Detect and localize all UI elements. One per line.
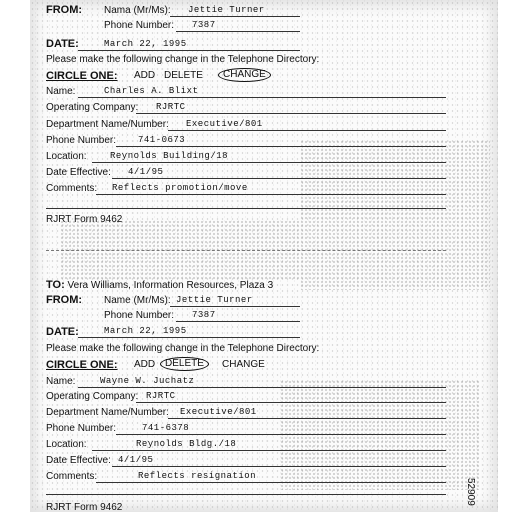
name-value: Jettie Turner (176, 295, 253, 305)
field-label-company: Operating Company: (46, 391, 139, 402)
phone-value: 7387 (192, 20, 216, 30)
field-value-phone: 741-6378 (142, 423, 190, 433)
rule (116, 146, 446, 147)
cut-line (46, 250, 446, 251)
field-label-department: Department Name/Number: (46, 407, 169, 418)
option-add: ADD (134, 359, 156, 370)
field-value-company: RJRTC (146, 391, 176, 401)
date-label: DATE: (46, 38, 79, 50)
phone-value: 7387 (192, 310, 216, 320)
form-id: RJRT Form 9462 (46, 502, 123, 513)
rule (170, 16, 300, 17)
rule (78, 387, 446, 388)
circle-one-label: CIRCLE ONE: (46, 70, 118, 82)
field-value-name: Wayne W. Juchatz (100, 376, 195, 386)
field-label-date-effective: Date Effective: (46, 455, 111, 466)
date-label: DATE: (46, 326, 79, 338)
form-id: RJRT Form 9462 (46, 214, 123, 225)
rule (112, 466, 446, 467)
field-label-comments: Comments: (46, 183, 98, 194)
rule (170, 306, 300, 307)
rule (136, 113, 446, 114)
rule (92, 162, 446, 163)
field-value-department: Executive/801 (186, 119, 263, 129)
field-label-name: Name: (46, 376, 76, 387)
field-label-date-effective: Date Effective: (46, 167, 111, 178)
rule (96, 482, 446, 483)
name-label: Name (Mr/Ms): (104, 295, 171, 306)
circle-one-label: CIRCLE ONE: (46, 359, 118, 371)
rule (176, 31, 300, 32)
field-label-comments: Comments: (46, 471, 98, 482)
field-value-name: Charles A. Blixt (104, 86, 199, 96)
option-change-circled: CHANGE (218, 68, 271, 82)
to-label: TO: (46, 279, 65, 291)
rule (168, 418, 446, 419)
field-value-phone: 741-0673 (138, 135, 186, 145)
date-value: March 22, 1995 (104, 39, 187, 49)
field-label-location: Location: (46, 151, 87, 162)
to-value: Vera Williams, Information Resources, Plaza 3 (67, 280, 274, 291)
phone-label: Phone Number: (104, 310, 175, 321)
field-value-location: Reynolds Bldg./18 (136, 439, 237, 449)
rule (112, 178, 446, 179)
rule (46, 208, 446, 209)
rule (96, 194, 446, 195)
field-value-comments: Reflects resignation (138, 471, 257, 481)
rule (78, 97, 446, 98)
field-value-department: Executive/801 (180, 407, 257, 417)
rule (136, 402, 446, 403)
phone-label: Phone Number: (104, 20, 175, 31)
document-number: 52909 (465, 478, 476, 506)
field-label-company: Operating Company: (46, 102, 139, 113)
rule (46, 494, 446, 495)
field-label-location: Location: (46, 439, 87, 450)
from-label: FROM: (46, 294, 83, 306)
field-label-name: Name: (46, 86, 76, 97)
rule (176, 321, 300, 322)
date-value: March 22, 1995 (104, 326, 187, 336)
field-value-comments: Reflects promotion/move (112, 183, 248, 193)
field-label-phone: Phone Number: (46, 423, 117, 434)
field-value-location: Reynolds Building/18 (110, 151, 229, 161)
field-label-phone: Phone Number: (46, 135, 117, 146)
from-label: FROM: (46, 4, 83, 16)
field-value-date-effective: 4/1/95 (118, 455, 154, 465)
rule (78, 337, 300, 338)
field-value-date-effective: 4/1/95 (128, 167, 164, 177)
option-add: ADD (134, 70, 156, 81)
rule (92, 450, 446, 451)
option-delete: DELETE (164, 70, 203, 81)
instruction-text: Please make the following change in the Telephone Directory: (46, 54, 320, 65)
name-label: Nama (Mr/Ms): (104, 5, 171, 16)
rule (168, 130, 446, 131)
to-line (46, 279, 273, 292)
rule (116, 434, 446, 435)
option-delete-circled: DELETE (160, 357, 209, 371)
option-change: CHANGE (222, 359, 265, 370)
name-value: Jettie Turner (188, 5, 265, 15)
rule (78, 50, 300, 51)
field-value-company: RJRTC (156, 102, 186, 112)
instruction-text: Please make the following change in the Telephone Directory: (46, 343, 320, 354)
field-label-department: Department Name/Number: (46, 119, 169, 130)
